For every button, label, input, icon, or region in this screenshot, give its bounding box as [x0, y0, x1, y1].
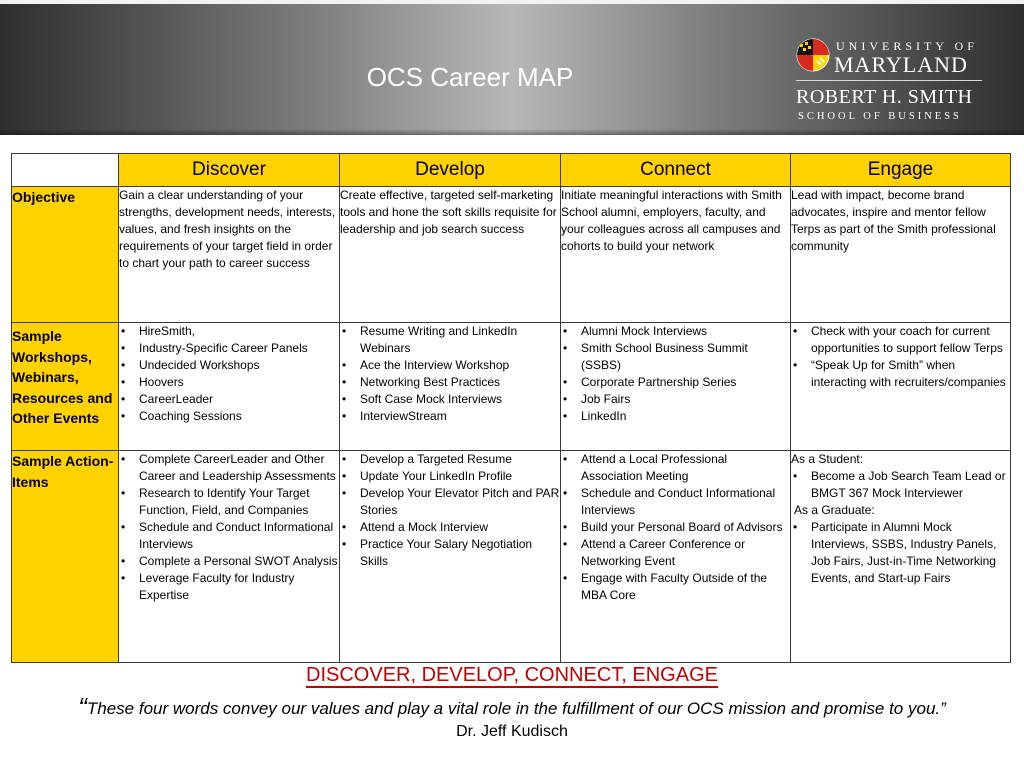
bullet-list	[791, 519, 1010, 587]
slogan	[0, 664, 1024, 687]
list-item: • Attend a Local Professional Association Meeting	[561, 451, 790, 485]
list-item: • Coaching Sessions	[119, 408, 339, 425]
maryland-flag-icon	[796, 38, 830, 72]
list-item: • LinkedIn	[561, 408, 790, 425]
list-item: • Schedule and Conduct Informational Interviews	[561, 485, 790, 519]
list-item: • CareerLeader	[119, 391, 339, 408]
list-item: • Networking Best Practices	[340, 374, 560, 391]
umd-smith-logo	[796, 34, 996, 126]
row-label-workshops: Sample Workshops, Webinars, Resources and Other Events	[12, 323, 119, 451]
quote-author: Dr. Jeff Kudisch	[456, 723, 568, 740]
objective-row	[12, 187, 1011, 323]
list-item: • Smith School Business Summit (SSBS)	[561, 340, 790, 374]
student-heading: As a Student:	[791, 452, 864, 466]
logo-divider	[796, 80, 982, 81]
actions-connect	[561, 451, 791, 663]
career-map-table	[11, 153, 1011, 663]
list-item: • Build your Personal Board of Advisors	[561, 519, 790, 536]
logo-robert-h-smith: ROBERT H. SMITH	[796, 86, 973, 108]
list-item: • Undecided Workshops	[119, 357, 339, 374]
objective-discover: Gain a clear understanding of your strengths, development needs, interests, values, and fresh insights on the requirements of your target field in order to chart your path to career success	[119, 187, 340, 323]
list-item: • Corporate Partnership Series	[561, 374, 790, 391]
list-item: • Ace the Interview Workshop	[340, 357, 560, 374]
quote	[0, 692, 1024, 723]
objective-connect: Initiate meaningful interactions with Smith School alumni, employers, faculty, and your colleagues across all campuses and cohorts to build your network	[561, 187, 791, 323]
table-header-row	[12, 154, 1011, 187]
row-label-actions: Sample Action-Items	[12, 451, 119, 663]
open-quote-mark: “	[78, 692, 87, 722]
list-item: • HireSmith,	[119, 323, 339, 340]
logo-university-of: UNIVERSITY OF	[836, 39, 978, 53]
actions-row	[12, 451, 1011, 663]
graduate-heading: As a Graduate:	[794, 503, 875, 517]
list-item: • Attend a Mock Interview	[340, 519, 560, 536]
list-item: • InterviewStream	[340, 408, 560, 425]
list-item: • Research to Identify Your Target Function, Field, and Companies	[119, 485, 339, 519]
table-corner-cell	[12, 154, 119, 187]
list-item: • Attend a Career Conference or Networking Event	[561, 536, 790, 570]
actions-develop	[340, 451, 561, 663]
list-item: • Industry-Specific Career Panels	[119, 340, 339, 357]
bullet-list	[791, 468, 1010, 502]
actions-engage	[791, 451, 1011, 663]
quote-text: These four words convey our values and play a vital role in the fulfillment of our OCS mission and promise to you.”	[86, 699, 946, 718]
objective-develop: Create effective, targeted self-marketing tools and hone the soft skills requisite for leadership and job search success	[340, 187, 561, 323]
actions-discover	[119, 451, 340, 663]
bullet-list	[791, 323, 1010, 391]
bullet-list	[561, 323, 790, 425]
column-header-engage: Engage	[791, 154, 1011, 187]
header-banner	[0, 0, 1024, 135]
list-item: • Schedule and Conduct Informational Interviews	[119, 519, 339, 553]
list-item: • Complete a Personal SWOT Analysis	[119, 553, 339, 570]
bullet-list	[340, 451, 560, 570]
column-header-connect: Connect	[561, 154, 791, 187]
list-item: • Check with your coach for current opportunities to support fellow Terps	[791, 323, 1010, 357]
workshops-row	[12, 323, 1011, 451]
list-item: • “Speak Up for Smith” when interacting with recruiters/companies	[791, 357, 1010, 391]
list-item: • Practice Your Salary Negotiation Skills	[340, 536, 560, 570]
logo-maryland: MARYLAND	[834, 52, 968, 77]
list-item: • Alumni Mock Interviews	[561, 323, 790, 340]
logo-school-of-business: SCHOOL OF BUSINESS	[798, 111, 962, 122]
column-header-discover: Discover	[119, 154, 340, 187]
list-item: • Complete CareerLeader and Other Career and Leadership Assessments	[119, 451, 339, 485]
list-item: • Participate in Alumni Mock Interviews, SSBS, Industry Panels, Job Fairs, Just-in-Time Networking Events, and Start-up Fairs	[791, 519, 1010, 587]
list-item: • Engage with Faculty Outside of the MBA Core	[561, 570, 790, 604]
slogan-text: DISCOVER, DEVELOP, CONNECT, ENGAGE	[306, 664, 718, 686]
list-item: • Soft Case Mock Interviews	[340, 391, 560, 408]
list-item: • Become a Job Search Team Lead or BMGT 367 Mock Interviewer	[791, 468, 1010, 502]
bullet-list	[119, 323, 339, 425]
bullet-list	[119, 451, 339, 604]
workshops-engage	[791, 323, 1011, 451]
objective-engage: Lead with impact, become brand advocates, inspire and mentor fellow Terps as part of the Smith professional community	[791, 187, 1011, 323]
list-item: • Update Your LinkedIn Profile	[340, 468, 560, 485]
column-header-develop: Develop	[340, 154, 561, 187]
list-item: • Develop Your Elevator Pitch and PAR Stories	[340, 485, 560, 519]
workshops-discover	[119, 323, 340, 451]
workshops-connect	[561, 323, 791, 451]
list-item: • Leverage Faculty for Industry Expertise	[119, 570, 339, 604]
bullet-list	[340, 323, 560, 425]
list-item: • Resume Writing and LinkedIn Webinars	[340, 323, 560, 357]
list-item: • Hoovers	[119, 374, 339, 391]
page-title: OCS Career MAP	[366, 62, 574, 92]
list-item: • Job Fairs	[561, 391, 790, 408]
workshops-develop	[340, 323, 561, 451]
row-label-objective: Objective	[12, 187, 119, 323]
bullet-list	[561, 451, 790, 604]
list-item: • Develop a Targeted Resume	[340, 451, 560, 468]
